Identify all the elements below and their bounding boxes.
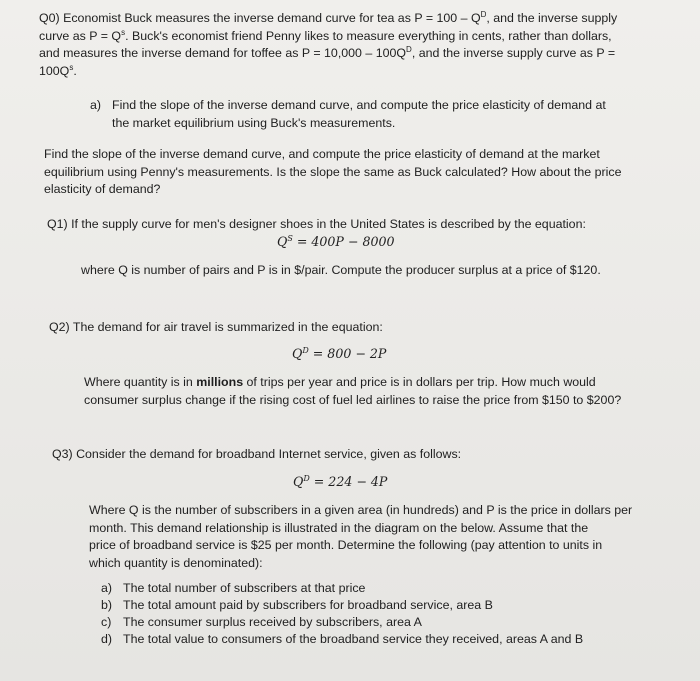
q0-part-b-line-3: elasticity of demand? [44,182,161,196]
q1-body: where Q is number of pairs and P is in $/pair. Compute the producer surplus at a price of $120. [81,263,601,277]
q1-equation: $Q^S = 400P - 8000$ [277,233,395,249]
q0-part-b [44,146,689,199]
q3-equation: $Q^D = 224 - 4P$ [293,473,388,489]
q0-part-a-line-2: the market equilibrium using Buck's measurements. [112,115,396,130]
q2-body [84,374,684,409]
q2-intro: Q2) The demand for air travel is summarized in the equation: [49,320,383,334]
q2-body-line-2: consumer surplus change if the rising cost of fuel led airlines to raise the price from $150 to $200? [84,392,622,407]
q0-paragraph [39,10,679,80]
list-item: c) The consumer surplus received by subscribers, area A [101,615,422,629]
list-item: d) The total value to consumers of the broadband service they received, areas A and B [101,632,584,646]
q3-body-line-3: price of broadband service is $25 per month. Determine the following (pay attention to units in [89,538,603,552]
q3-body [89,502,689,572]
q3-item-list [101,580,671,648]
q0-part-a-label: a) [90,98,102,112]
list-item: b) The total amount paid by subscribers for broadband service, area B [101,598,493,612]
q2-body-line-1: Where quantity is in millions of trips per year and price is in dollars per trip. How much would [84,375,596,389]
q3-intro: Q3) Consider the demand for broadband Internet service, given as follows: [52,447,462,461]
q0-line-2: curve as $P = Q^s$. Buck's economist friend Penny likes to measure everything in cents, rather than dollars, [39,27,612,43]
q2-equation: $Q^D = 800 - 2P$ [292,345,387,361]
q1-intro: Q1) If the supply curve for men's designer shoes in the United States is described by the equation: [47,217,586,231]
q3-body-line-1: Where Q is the number of subscribers in a given area (in hundreds) and P is the price in dollars per [89,503,633,517]
list-item: a) The total number of subscribers at that price [101,581,366,595]
q0-part-b-line-2: equilibrium using Penny's measurements. Is the slope the same as Buck calculated? How about the price [44,164,622,179]
q3-body-line-4: which quantity is denominated): [89,555,263,570]
q0-line-4: $100Q^s$. [39,62,77,78]
q0-line-1: Q0) Economist Buck measures the inverse demand curve for tea as $P = 100 - Q^D$, and the inverse supply [39,9,618,25]
q0-part-b-line-1: Find the slope of the inverse demand curve, and compute the price elasticity of demand at the market [44,147,600,161]
q3-body-line-2: month. This demand relationship is illustrated in the diagram on the below. Assume that the [89,520,589,535]
q0-line-3: and measures the inverse demand for toffee as $P = 10,000 - 100Q^D$, and the inverse supply curve as P = [39,44,616,60]
q0-part-a [90,97,680,132]
q0-part-a-line-1: Find the slope of the inverse demand curve, and compute the price elasticity of demand at [112,98,606,112]
